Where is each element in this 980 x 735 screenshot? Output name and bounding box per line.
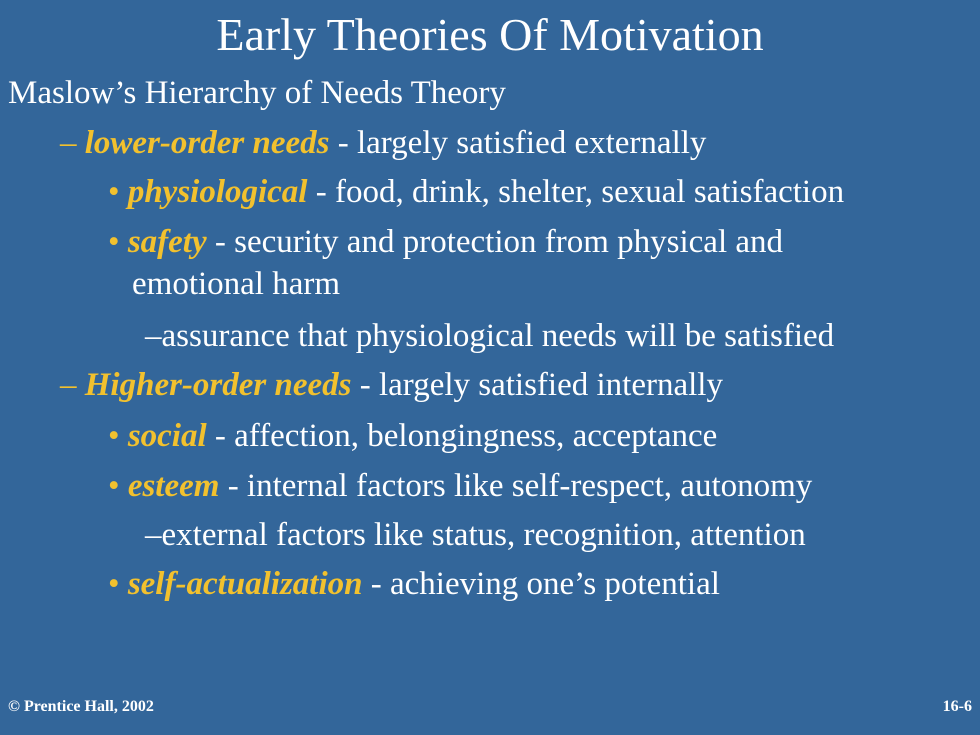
item-physiological — [108, 172, 844, 212]
term-lower-order-needs: lower-order needs — [84, 125, 330, 161]
bullet-marker: • — [108, 468, 120, 504]
item-higher-order-needs — [60, 365, 723, 405]
item-self-actualization — [108, 564, 720, 604]
desc-lower-order-needs: - largely satisfied externally — [329, 125, 707, 161]
footer-copyright: © Prentice Hall, 2002 — [8, 698, 154, 715]
bullet-marker: • — [108, 174, 120, 210]
desc-safety-continued: emotional harm — [132, 266, 341, 302]
text-external-factors: external factors like status, recognition, attention — [161, 517, 806, 553]
bullet-marker: • — [108, 566, 120, 602]
item-lower-order-needs — [60, 123, 706, 163]
text-assurance: assurance that physiological needs will be satisfied — [161, 318, 835, 354]
desc-safety: - security and protection from physical and — [206, 224, 784, 260]
item-assurance — [145, 316, 834, 356]
desc-esteem: - internal factors like self-respect, autonomy — [219, 468, 813, 504]
desc-social: - affection, belongingness, acceptance — [206, 418, 718, 454]
term-social: social — [127, 418, 207, 454]
bullet-marker: • — [108, 224, 120, 260]
dash-marker: – — [60, 367, 77, 403]
heading-maslow: Maslow’s Hierarchy of Needs Theory — [8, 75, 506, 111]
dash-marker: – — [60, 125, 77, 161]
bullet-marker: • — [108, 418, 120, 454]
item-external-factors — [145, 515, 806, 555]
desc-self-actualization: - achieving one’s potential — [362, 566, 720, 602]
dash-marker: – — [145, 517, 162, 553]
footer-slide-number: 16-6 — [942, 698, 972, 715]
item-esteem — [108, 466, 812, 506]
term-higher-order-needs: Higher-order needs — [84, 367, 352, 403]
term-esteem: esteem — [127, 468, 220, 504]
term-safety: safety — [127, 224, 207, 260]
desc-higher-order-needs: - largely satisfied internally — [351, 367, 723, 403]
item-safety — [108, 222, 783, 262]
item-social — [108, 416, 717, 456]
term-physiological: physiological — [127, 174, 308, 210]
term-self-actualization: self-actualization — [127, 566, 363, 602]
desc-physiological: - food, drink, shelter, sexual satisfaction — [307, 174, 845, 210]
dash-marker: – — [145, 318, 162, 354]
slide-title: Early Theories Of Motivation — [216, 9, 764, 60]
